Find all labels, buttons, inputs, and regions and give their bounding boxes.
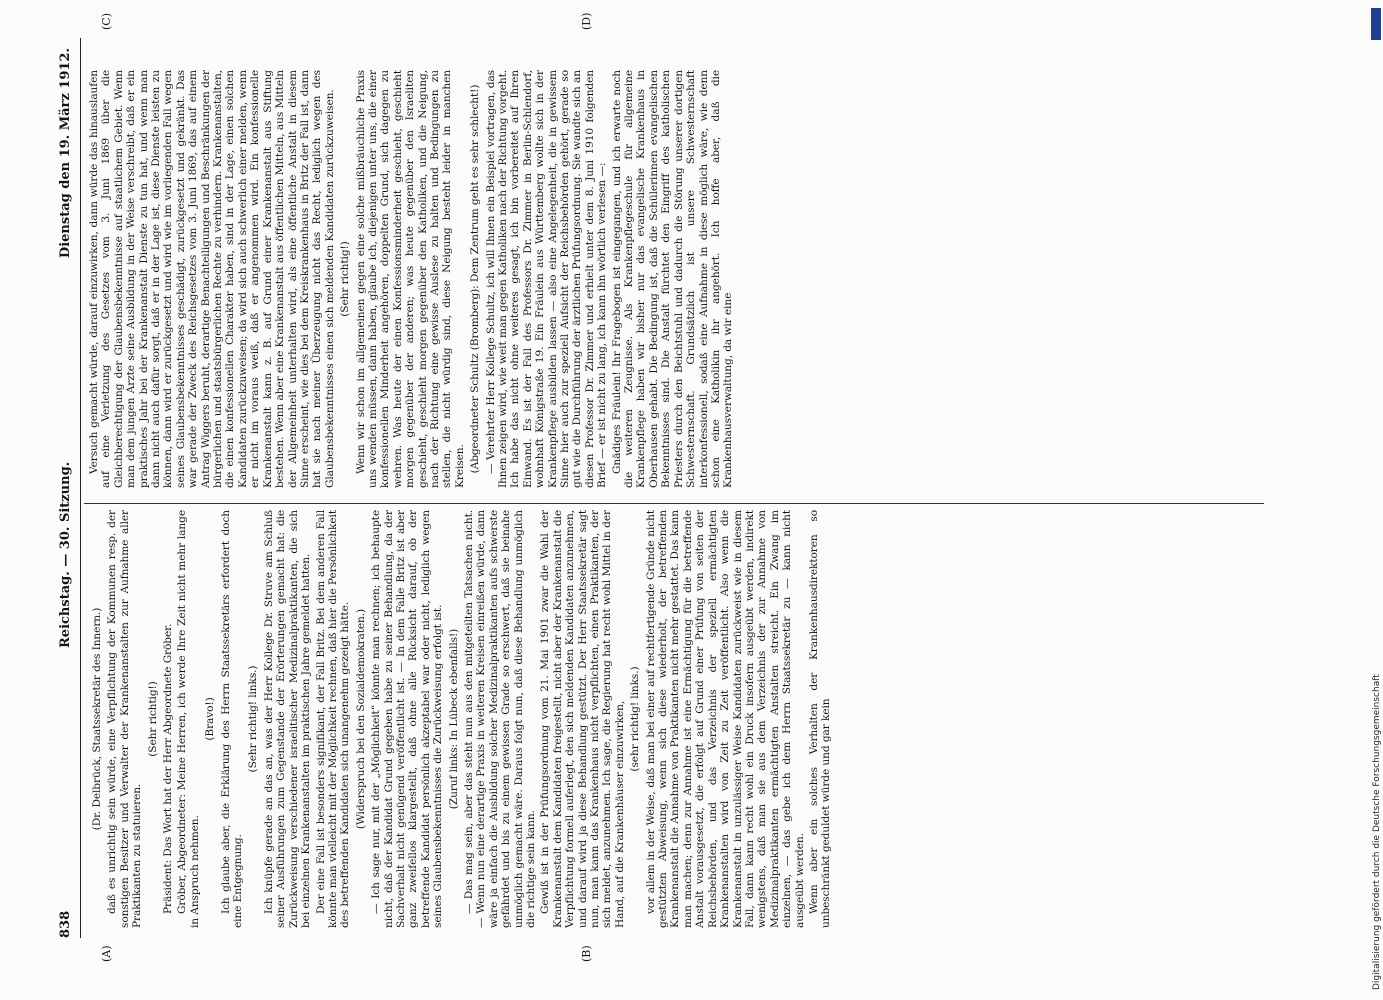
paragraph: Versuch gemacht würde, darauf einzuwirken, dann würde das hinauslaufen auf eine Verletzung des Gesetzes vom 3. Juni 1869 über die Gleichberechtigung der Glaubensbekenntnisse auf staatlichem Gebiet. Wenn man dem jungen Arzte seine Ausbildung in der Weise verschreibt, daß er ein praktisches Jahr bei der Krankenanstalt Dienste zu tun hat, und wenn man dann nicht auch dafür sorgt, daß er in der Lage ist, diese Dienste leisten zu können, dann wird er zurückgesetzt und wird wie im vorliegenden Fall wegen seines Glaubensbekenntnisses geschädigt, zurückgesetzt und gekränkt. Das war gerade der Zweck des Reichsgesetzes vom 3. Juni 1869, das auf einem Antrag Wiggers beruht, derartige Benachteiligungen und Beschränkungen der bürgerlichen und staatsbürgerlichen Rechte zu verhindern. Krankenanstalten, die einen konfessionellen Charakter haben, sind in der Lage, einen solchen Kandidaten zurückzuweisen; da wird sich auch schwerlich einer melden, wenn er nicht im voraus weiß, daß er angenommen wird. Ein konfessionelle Krankenanstalt kann z. B. auf Grund einer Krankenanstalt aus Stiftung bestehen. Wenn aber eine Krankenanstalt aus öffentlichen Mitteln, aus Mitteln der Allgemeinheit unterhalten wird, als eine öffentliche Anstalt in diesem Sinne erscheint, wie dies bei dem Kreiskrankenhaus in Britz der Fall ist, dann hat sie nach meiner Überzeugung nicht das Recht, lediglich wegen des Glaubensbekenntnisses einen sich meldenden Kandidaten zurückzuweisen.: [88, 70, 336, 488]
interjection: (Sehr richtig!): [146, 681, 159, 757]
interjection: (Bravo!): [204, 697, 217, 741]
paragraph: Ich glaube aber, die Erklärung des Herrn Staatssekretärs erfordert doch eine Entgegnung.: [219, 510, 245, 928]
header-rule: [80, 38, 81, 938]
paragraph: Präsident: Das Wort hat der Herr Abgeordnete Gröber.: [162, 623, 175, 914]
paragraph: Ich knüpfe gerade an das an, was der Herr Kollege Dr. Struve am Schluß seiner Ausführungen zum Gegenstande der Erörterungen gemacht hat: die Zurückweisung verschiedener israelitischer Medizinalpraktikanten, die sich bei einzelnen Krankenanstalten im praktischen Jahre gemeldet hatten.: [262, 510, 313, 928]
paragraph: — Das mag sein, aber das steht nun aus den mitgeteilten Tatsachen nicht. — Wenn nun eine derartige Praxis in weiteren Kreisen einreißen würde, dann wäre ja einfach die Ausbildung solcher Medizinalpraktikanten aufs schwerste gefährdet und bis zu einem gewissen Grade so erschwert, daß sie beinahe unmöglich gemacht wäre. Daraus folgt nun, daß diese Behandlung unmöglich die richtige sein kann.: [462, 510, 537, 928]
margin-mark-b: (B): [580, 945, 593, 962]
journal-title: Reichstag.: [58, 571, 73, 648]
session-label: — 30. Sitzung.: [58, 461, 73, 567]
margin-mark-c: (C): [100, 13, 113, 30]
interjection: (Zuruf links: In Lübeck ebenfalls!): [447, 628, 460, 810]
margin-mark-a: (A): [100, 945, 113, 962]
paragraph: Gewiß ist in der Prüfungsordnung vom 21. Mai 1901 zwar die Wahl der Krankenanstalt dem Kandidaten freigestellt, nicht aber der Krankenanstalt die Verpflichtung formell auferlegt, den sich meldenden Kandidaten anzunehmen, und darauf wird ja diese Behandlung gestützt. Der Herr Staatssekretär sagt nun, man kann das Krankenhaus nicht verpflichten, einen Praktikanten, der sich meldet, anzunehmen. Ich sage, die Regierung hat recht wohl Mittel in der Hand, auf die Krankenhäuser einzuwirken,: [539, 510, 626, 928]
interjection: (Abgeordneter Schultz (Bromberg): Dem Zentrum geht es sehr schlecht!): [469, 84, 482, 474]
page-header: [58, 38, 80, 938]
interjection: (Sehr richtig!): [339, 241, 352, 317]
header-center: [58, 462, 73, 648]
paragraph: — Ich sage nur, mit der „Möglichkeit“ könnte man rechnen; ich behaupte nicht, daß der Kandidat Grund gegeben habe zu seiner Behandlung, da der Sachverhalt nicht genügend veröffentlicht ist. — In dem Falle Britz ist aber ganz zweifellos klargestellt, daß ohne alle Rücksicht darauf, ob der betreffende Kandidat persönlich akzeptabel war oder nicht, lediglich wegen seines Glaubensbekenntnisses die Zurückweisung erfolgt ist.: [370, 510, 445, 928]
margin-mark-d: (D): [580, 12, 593, 30]
quoted-letter: Gnädiges Fräulein! Ihr Fragebogen ist eingegangen, und ich erwarte noch die weiteren Zeugnisse. Als Krankenpflegeschule für allgemeine Krankenpflege haben wir bisher nur das evangelische Krankenhaus in Oberhausen gehabt. Die Bedingung ist, daß die Schülerinnen evangelischen Bekenntnisses sind. Die Anstalt fürchtet den Eingriff des katholischen Priesters durch den Beichtstuhl und dadurch die Störung unserer dortigen Schwesternschaft. Grundsätzlich ist unsere Schwesternschaft interkonfessionell, sodaß eine Aufnahme in diese möglich wäre, wie denn schon eine Katholikin ihr angehört. Ich hoffe aber, daß die Krankenhausverwaltung, da wir eine: [610, 70, 735, 488]
header-date: Dienstag den 19. März 1912.: [58, 48, 73, 259]
column-divider: [84, 503, 1264, 504]
interjection: (sehr richtig! links.): [629, 666, 642, 772]
right-text-column: [88, 70, 1268, 488]
digitization-note: [1372, 10, 1383, 990]
interjection: (Widerspruch bei den Sozialdemokraten.): [354, 608, 367, 830]
paragraph: Wenn aber ein solches Verhalten der Krankenhausdirektoren so unbeschränkt geduldet würde und gar kein: [807, 510, 833, 928]
digitization-note-text: Digitalisierung gefördert durch die Deutsche Forschungsgemeinschaft: [1372, 674, 1382, 990]
interjection: (Sehr richtig! links.): [247, 665, 260, 773]
paragraph: Gröber, Abgeordneter: Meine Herren, ich werde Ihre Zeit nicht mehr lange in Anspruch nehmen.: [176, 510, 201, 928]
paragraph: Wenn wir schon im allgemeinen gegen eine solche mißbräuchliche Praxis uns wenden müssen, dann haben, glaube ich, diejenigen unter uns, die einer konfessionellen Minderheit angehören, doppelten Grund, sich dagegen zu wehren. Was heute der einen Konfessionsminderheit geschieht, geschieht morgen gegenüber der anderen; was heute gegenüber den Israeliten geschieht, geschieht morgen gegenüber den Katholiken, und die Neigung, nach der Richtung eine gewisse Auslese zu halten und Bedingungen zu stellen, die nicht würdig sind, diese Neigung besteht leider in manchen Kreisen.: [354, 70, 466, 488]
page-number: 838: [58, 910, 73, 938]
paragraph: vor allem in der Weise, daß man bei einer auf rechtfertigende Gründe nicht gestützten Abweisung, wenn sich diese wiederholt, der betreffenden Krankenanstalt die Annahme von Praktikanten nicht mehr gestattet. Das kann man machen; denn zur Annahme ist eine Ermächtigung für die betreffende Anstalt vorausgesetzt, die erfolgt auf Grund einer Prüfung von seiten der Reichsbehörden, und das Verzeichnis der speziell ermächtigten Krankenanstalten wird von Zeit zu Zeit veröffentlicht. Also wenn die Krankenanstalt in unzulässiger Weise Kandidaten zurückweist wie in diesem Fall, dann kann recht wohl ein Druck insofern ausgeübt werden, indirekt wenigstens, daß man sie aus dem Verzeichnis der zur Annahme von Medizinalpraktikanten ermächtigten Anstalten streicht. Ein Zwang im einzelnen, — das gebe ich dem Herrn Staatssekretär zu — kann nicht ausgeübt werden.: [644, 510, 806, 928]
paragraph: — Verehrter Herr Kollege Schultz, ich will Ihnen ein Beispiel vortragen, das Ihnen zeigen wird, wie weit man gegen Katholiken nach der Richtung vorgeht. Ich habe das nicht ohne weiteres gesagt, ich bin vorbereitet auf Ihren Einwand. Es ist der Fall des Professors Dr. Zimmer in Berlin-Schlendorf, wohnhaft Königstraße 19. Ein Fräulein aus Württemberg wollte sich in der Krankenpflege ausbilden lassen — also eine Angelegenheit, die in gewissem Sinne hier auch zur speziell Aufsicht der Reichsbehörden gehört, gerade so gut wie die Durchführung der ärztlichen Prüfungsordnung. Sie wandte sich an diesen Professor Dr. Zimmer und erhielt unter dem 8. Juni 1910 folgenden Brief — er ist nicht zu lang, ich kann ihn wörtlich verlesen —:: [484, 70, 609, 488]
left-text-column: [88, 510, 1268, 928]
paragraph: daß es unrichtig sein würde, eine Verpflichtung der Kommunen resp. der sonstigen Besitzer und Verwalter der Krankenanstalten zur Aufnahme aller Praktikanten zu statuieren.: [106, 510, 144, 928]
paragraph: (Dr. Delbrück, Staatssekretär des Innern.): [91, 607, 103, 831]
paragraph: Der eine Fall ist besonders signifikant, der Fall Britz. Bei dem anderen Fall könnte man vielleicht mit der Möglichkeit rechnen, daß hier die Persönlichkeit des betreffenden Kandidaten sich unangenehm gezeigt hätte.: [314, 510, 352, 928]
